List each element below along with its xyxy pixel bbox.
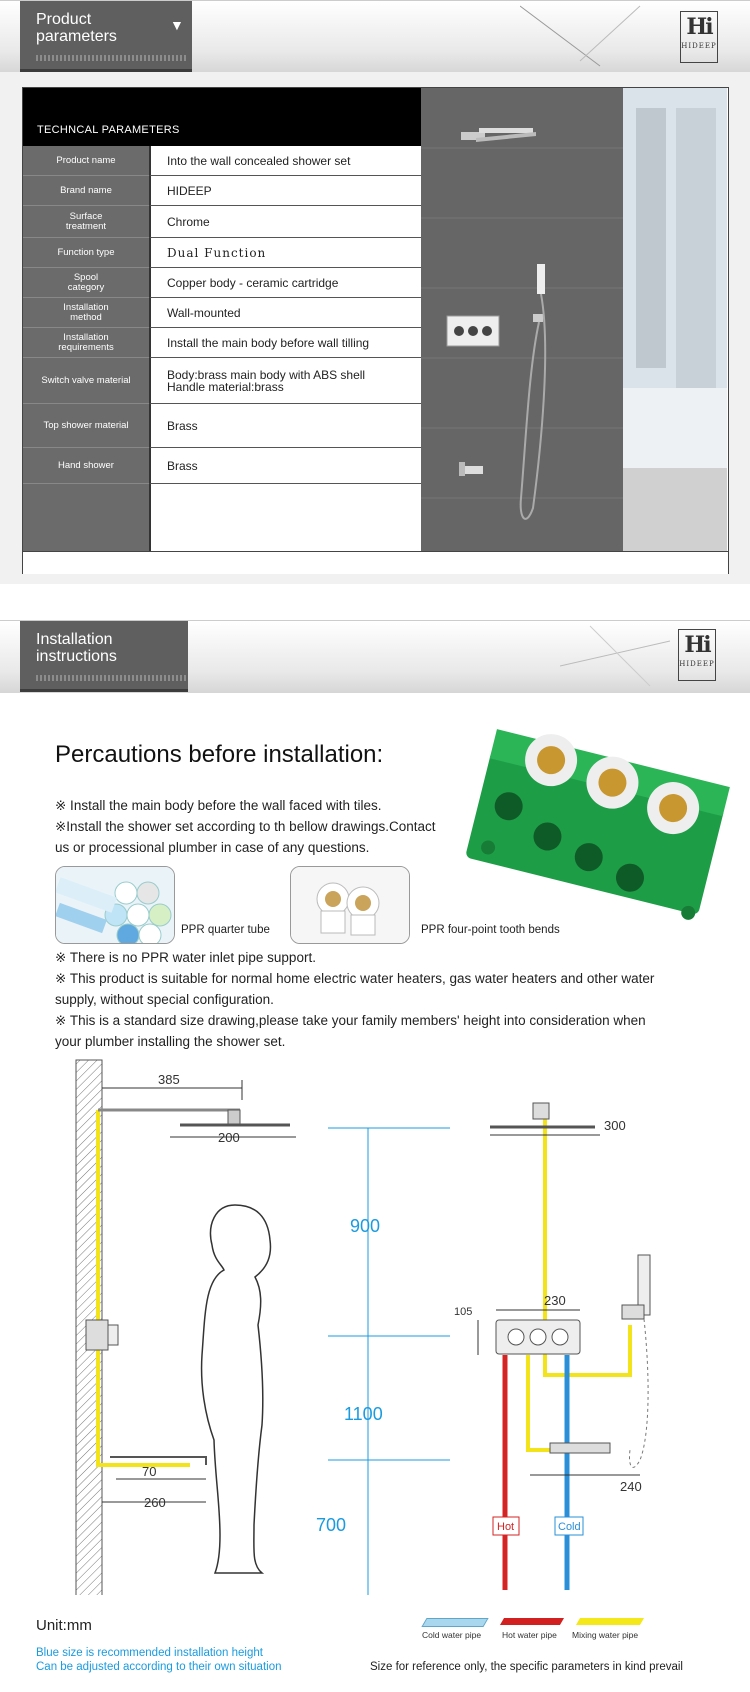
logo-text: HIDEEP xyxy=(679,660,715,668)
table-row xyxy=(23,238,423,268)
dim-230: 230 xyxy=(544,1293,566,1308)
table-row xyxy=(23,268,423,298)
dim-240: 240 xyxy=(620,1479,642,1494)
valve-side xyxy=(86,1320,108,1350)
hot-label: Hot xyxy=(497,1521,515,1533)
row-label: Hand shower xyxy=(23,448,149,484)
table-row xyxy=(23,448,423,484)
legend-swatch-cold xyxy=(421,1618,488,1627)
banner-fineprint xyxy=(36,675,186,681)
blue-note-1: Blue size is recommended installation height xyxy=(36,1647,263,1659)
legend-mix: Mixing water pipe xyxy=(572,1630,639,1640)
triangle-down-icon: ▼ xyxy=(170,17,184,33)
installation-drawing xyxy=(0,1055,750,1595)
note-line: ※ Install the main body before the wall faced with tiles. xyxy=(55,798,382,813)
row-label: Top shower material xyxy=(23,404,149,448)
logo-mark: Hi xyxy=(684,632,710,658)
row-label: Installation requirements xyxy=(23,328,149,358)
row-value: Brass xyxy=(149,404,423,448)
banner-tab xyxy=(20,621,188,692)
ppr-bends-illustration xyxy=(291,867,409,943)
dim-260: 260 xyxy=(144,1495,166,1510)
ppr-bends-caption: PPR four-point tooth bends xyxy=(421,924,560,936)
banner-title: Product parameters xyxy=(36,11,117,45)
note-line: supply, without special configuration. xyxy=(55,992,274,1007)
note-line: ※Install the shower set according to th bellow drawings.Contact xyxy=(55,819,436,834)
ppr-bends-image xyxy=(290,866,410,944)
table-row xyxy=(23,358,423,404)
card-bottom-bar xyxy=(23,551,728,574)
hideep-logo xyxy=(678,629,716,681)
table-row xyxy=(23,146,423,176)
row-label: Spool category xyxy=(23,268,149,298)
table-row xyxy=(23,328,423,358)
logo-text: HIDEEP xyxy=(681,42,717,50)
dim-385: 385 xyxy=(158,1072,180,1087)
ppr-tube-image xyxy=(55,866,175,944)
dim-300: 300 xyxy=(604,1118,626,1133)
row-value-empty xyxy=(149,484,423,551)
dim-1100: 1100 xyxy=(344,1404,383,1424)
row-value: Body:brass main body with ABS shell Handle material:brass xyxy=(149,358,423,404)
parameters-card xyxy=(0,72,750,584)
row-value: Into the wall concealed shower set xyxy=(149,146,423,176)
ppr-tube-illustration xyxy=(56,867,174,943)
row-label: Brand name xyxy=(23,176,149,206)
table-row xyxy=(23,176,423,206)
human-figure xyxy=(202,1205,271,1573)
dim-105: 105 xyxy=(454,1306,473,1318)
legend-cold: Cold water pipe xyxy=(422,1630,482,1640)
product-parameters-banner xyxy=(0,0,750,73)
legend-hot: Hot water pipe xyxy=(502,1630,557,1640)
installation-banner xyxy=(0,620,750,693)
note-line: us or processional plumber in case of any questions. xyxy=(55,840,370,855)
unit-label: Unit:mm xyxy=(36,1617,92,1634)
row-label-empty xyxy=(23,484,149,551)
table-title: TECHNCAL PARAMETERS xyxy=(37,124,180,136)
row-value: Chrome xyxy=(149,206,423,238)
dim-700: 700 xyxy=(316,1515,347,1535)
parameters-frame xyxy=(22,87,729,574)
dim-900: 900 xyxy=(350,1216,381,1236)
note-line: ※ This product is suitable for normal home electric water heaters, gas water heaters and other water xyxy=(55,971,655,986)
ppr-tube-caption: PPR quarter tube xyxy=(181,924,270,936)
row-value: Copper body - ceramic cartridge xyxy=(149,268,423,298)
dim-70: 70 xyxy=(142,1464,157,1479)
row-label: Installation method xyxy=(23,298,149,328)
row-label: Switch valve material xyxy=(23,358,149,404)
logo-mark: Hi xyxy=(686,14,712,40)
table-row-empty xyxy=(23,484,423,551)
table-header xyxy=(23,88,423,146)
cold-label: Cold xyxy=(558,1521,581,1533)
row-value: Dual Function xyxy=(149,238,423,268)
shower-illustration xyxy=(421,88,727,551)
row-value: Brass xyxy=(149,448,423,484)
decorative-lines xyxy=(520,1,660,71)
row-value: Wall-mounted xyxy=(149,298,423,328)
hideep-logo xyxy=(680,11,718,63)
table-row xyxy=(23,298,423,328)
table-row xyxy=(23,404,423,448)
legend-swatch-hot xyxy=(500,1618,564,1625)
banner-title: Installation instructions xyxy=(36,631,117,665)
row-value: Install the main body before wall tilling xyxy=(149,328,423,358)
row-value: HIDEEP xyxy=(149,176,423,206)
note-line: ※ There is no PPR water inlet pipe support. xyxy=(55,950,316,965)
table-row xyxy=(23,206,423,238)
row-label: Product name xyxy=(23,146,149,176)
banner-fineprint xyxy=(36,55,186,61)
row-label: Function type xyxy=(23,238,149,268)
banner-tab xyxy=(20,1,192,72)
precautions-heading: Percautions before installation: xyxy=(55,741,384,768)
mixing-pipe-left xyxy=(98,1110,190,1465)
row-label: Surface treatment xyxy=(23,206,149,238)
blue-note-2: Can be adjusted according to their own situation xyxy=(36,1661,282,1673)
dim-200: 200 xyxy=(218,1130,240,1145)
decorative-lines xyxy=(560,621,680,691)
legend-swatch-mix xyxy=(576,1618,644,1625)
shower-product-photo xyxy=(421,88,727,551)
spout-front xyxy=(550,1443,610,1453)
note-line: ※ This is a standard size drawing,please take your family members' height into consideration when xyxy=(55,1013,646,1028)
reference-note: Size for reference only, the specific parameters in kind prevail xyxy=(370,1661,683,1673)
note-line: your plumber installing the shower set. xyxy=(55,1034,286,1049)
valve-box-image xyxy=(456,718,738,948)
